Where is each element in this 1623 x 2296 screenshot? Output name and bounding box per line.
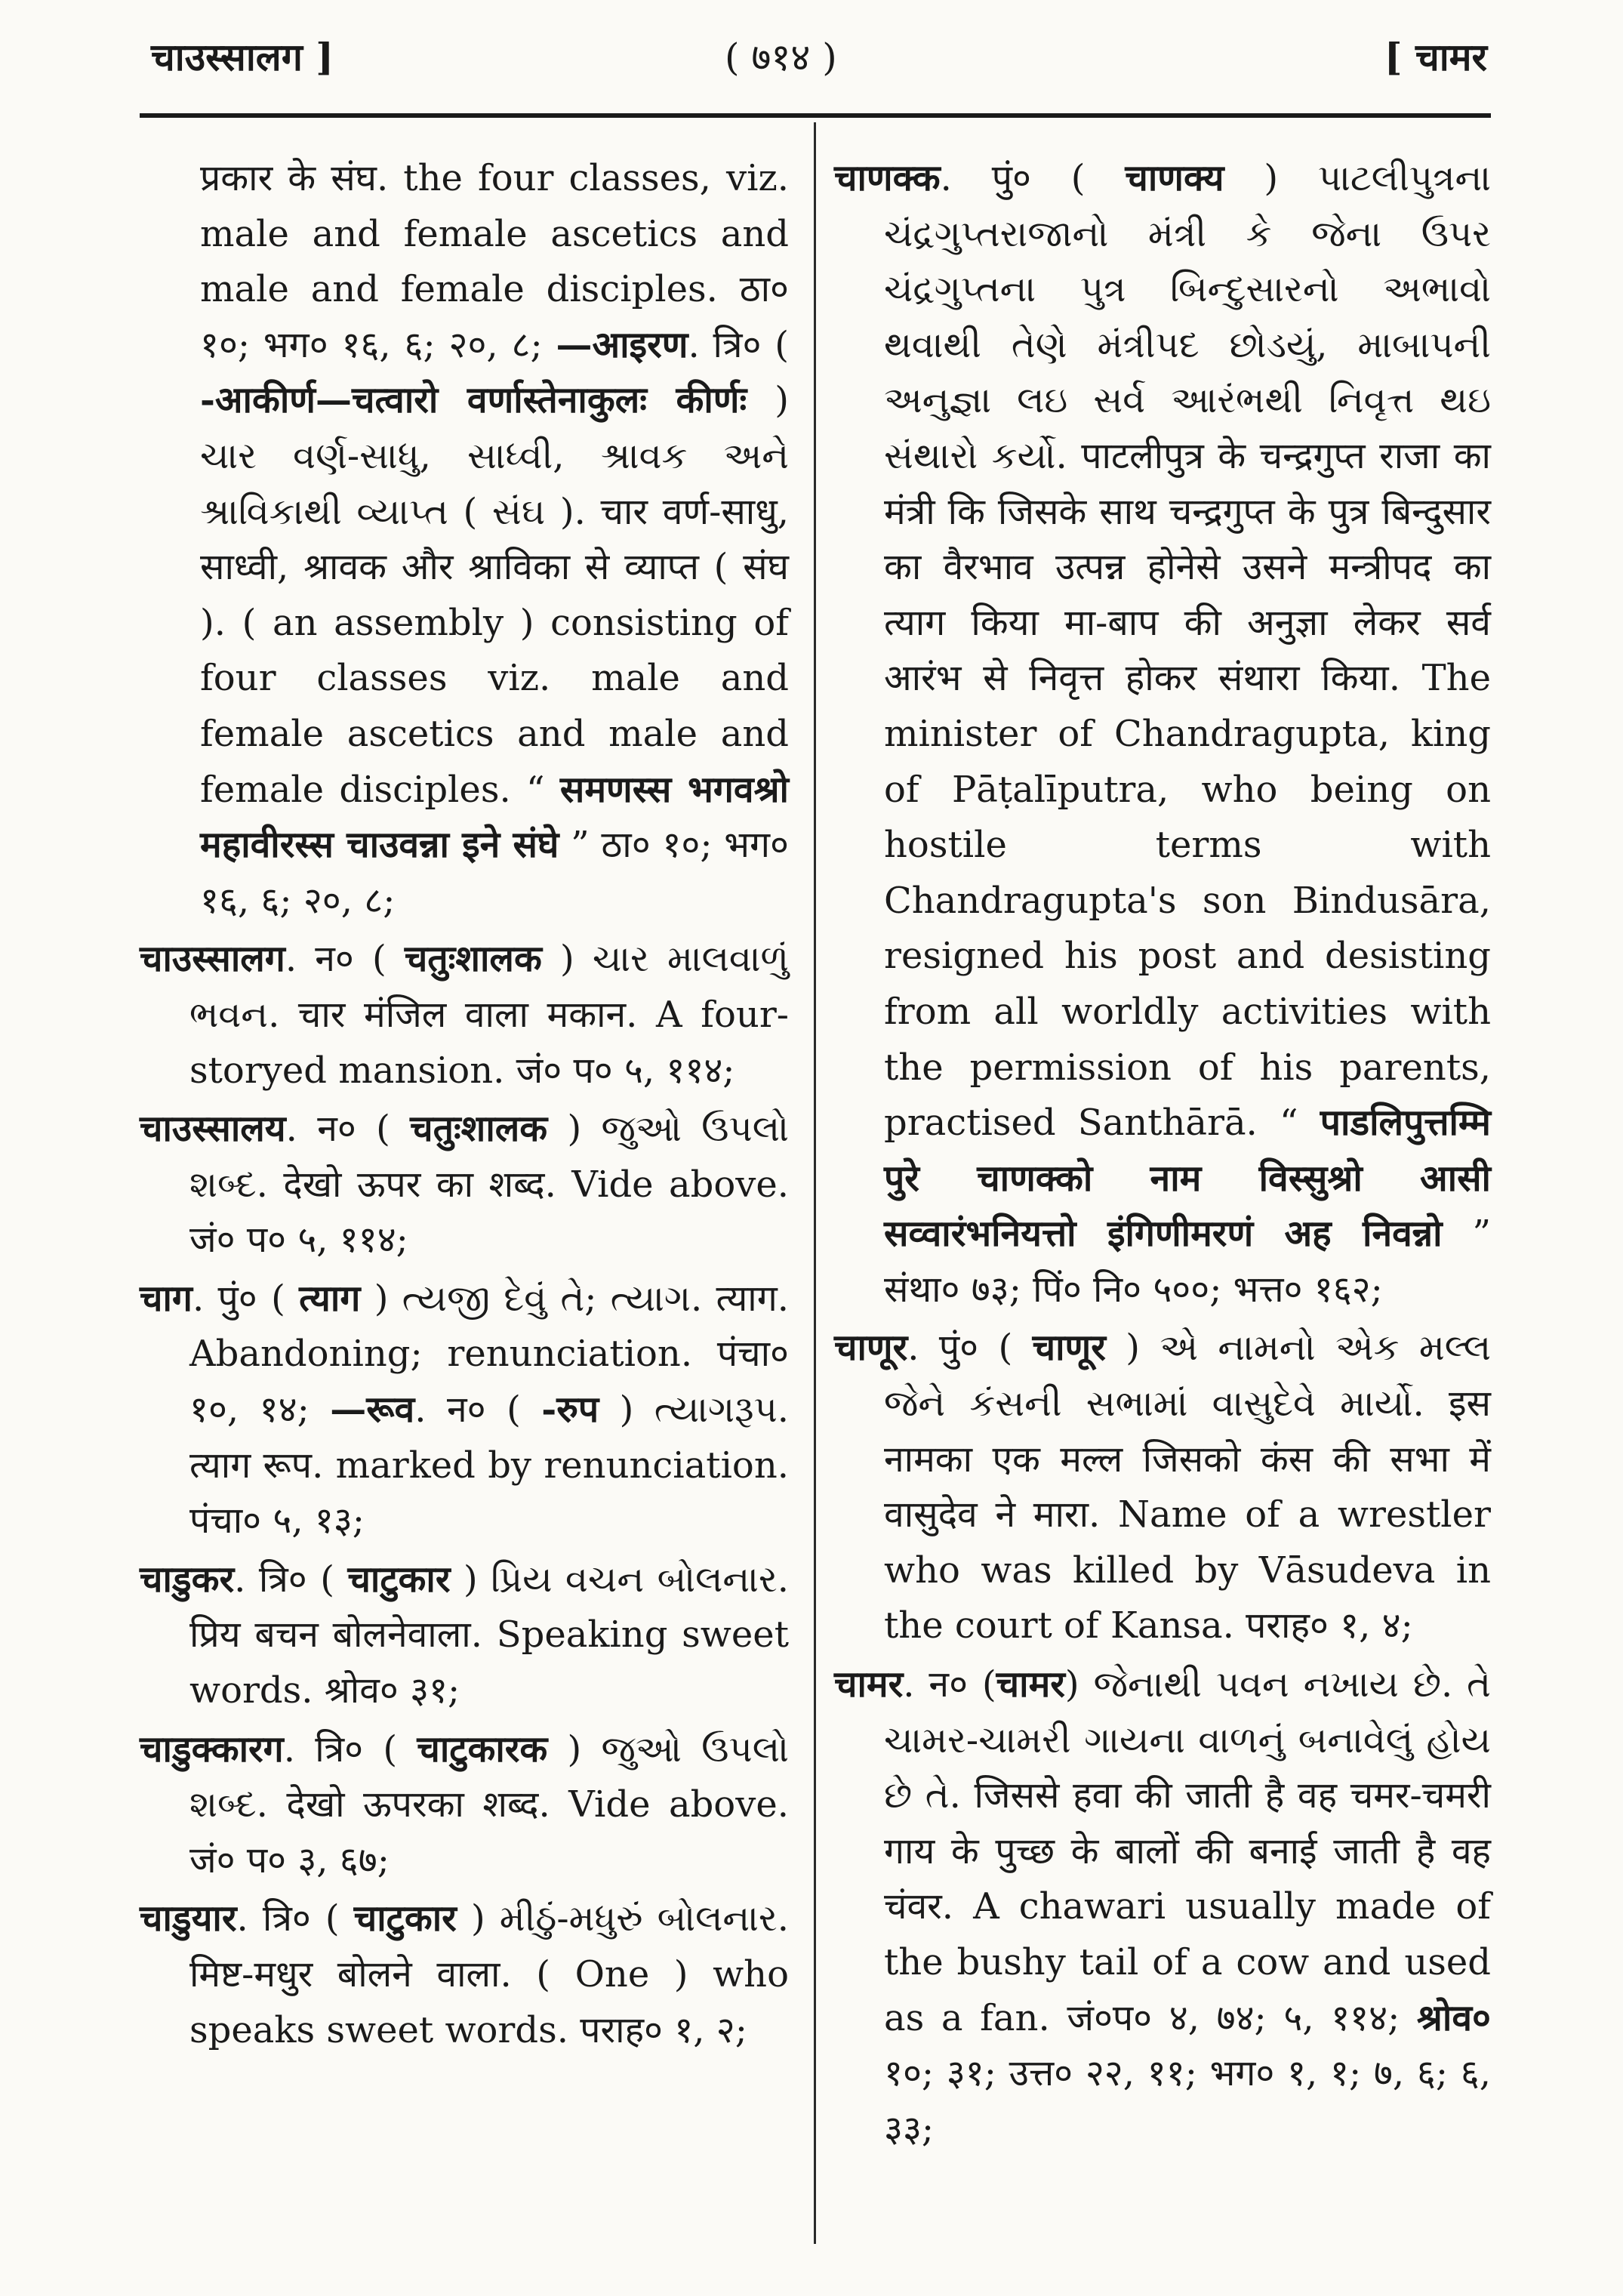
definition-text: ) પ્રિય વચન બોલનાર. प्रिय बचन बोलनेवाला. Speaking sweet words. श्रोव० ३१; [189, 1558, 789, 1712]
definition-text: ) જેનાથી પવન નખાય છે. તે ચામર-ચામરી ગાયના વાળનું બનાવેલું હોય છે તે. जिससे हवा की जाती है वह चमर-चमरी गाय के पुच्छ के बालों की बनाई जाती है वह चंवर. A chawari usually made of the bushy tail of a cow and used as a fan. जं०प० ४, ७४; ५, ११४; [884, 1663, 1491, 2039]
bold-term: चाणूर [1032, 1327, 1106, 1370]
definition-text: . पुं० ( [192, 1277, 300, 1320]
bold-term: चतुःशालक [410, 1108, 548, 1151]
headword: चाडुयार [140, 1897, 237, 1940]
header-page-number: ( ७१४ ) [725, 35, 837, 79]
definition-text: ) જુઓ ઉપલો શબ્દ. देखो ऊपर का शब्द. Vide above. जं० प० ५, ११४; [189, 1108, 789, 1262]
definition-text: . न० ( [903, 1663, 996, 1706]
headword: चाउस्सालय [140, 1108, 286, 1151]
left-column [140, 151, 789, 2061]
definition-text: ) ચાર માલવાળું ભવન. चार मंजिल वाला मकान. A four-storyed mansion. जं० प० ५, ११४; [189, 938, 789, 1092]
definition-text: . त्रि० ( [236, 1897, 354, 1940]
right-column [834, 151, 1491, 2160]
definition-text: . त्रि० ( [688, 323, 789, 366]
bold-term: -आकीर्ण—चत्वारो वर्णास्तेनाकुलः कीर्णः [200, 379, 747, 422]
definition-text: . त्रि० ( [283, 1727, 417, 1771]
header-left-guideword: चाउस्सालग ] [151, 35, 334, 79]
bold-term: श्रोव० [1416, 1996, 1491, 2039]
headword: चाउस्सालग [140, 938, 285, 981]
bold-term: चतुःशालक [404, 938, 542, 981]
entry-continuation [140, 151, 789, 929]
bold-term: चाटुकारक [417, 1727, 548, 1771]
header-rule [140, 113, 1491, 118]
bold-term: समणस्स भगवश्रो महावीरस्स चाउवन्ना इने संघे [200, 768, 789, 867]
definition-text: प्रकार के संघ. the four classes, viz. male and female ascetics and male and female disciples. ठा० १०; भग० १६, ६; २०, ८; [200, 157, 789, 366]
definition-text: ) એ નામનો એક મલ્લ જેને કંસની સભામાં વાસુદેવે માર્યો. इस नामका एक मल्ल जिसको कंस की सभा में वासुदेव ने मारा. Name of a wrestler who was killed by Vāsudeva in the court of Kansa. पराह० १, ४; [884, 1327, 1491, 1647]
definition-text: . न० ( [285, 938, 405, 981]
headword: चामर [834, 1663, 904, 1706]
definition-text: ) ત્યજી દેવું તે; ત્યાગ. त्याग. Abandoning; renunciation. पंचा० १०, १४; [189, 1277, 790, 1432]
definition-text: १०; ३१; उत्त० २२, ११; भग० १, १; ७, ६; ६, ३३; [884, 2052, 1491, 2150]
bold-term: -रुप [541, 1388, 599, 1432]
dictionary-entry [834, 151, 1491, 1318]
definition-text: ) ત્યાગરૂપ. त्याग रूप. marked by renunciation. पंचा० ५, १३; [189, 1388, 789, 1542]
definition-text: ) મીઠું-મધુરું બોલનાર. मिष्ट-मधुर बोलने वाला. ( One ) who speaks sweet words. पराह० १, २; [189, 1897, 789, 2051]
dictionary-entry [140, 1271, 789, 1549]
definition-text: . पुं० ( [940, 157, 1126, 199]
definition-text: ” संथा० ७३; पिं० नि० ५००; भत्त० १६२; [884, 1213, 1491, 1311]
bold-term: चाटुकार [353, 1897, 457, 1940]
dictionary-entry [140, 932, 789, 1099]
dictionary-entry [140, 1722, 789, 1889]
dictionary-entry [140, 1552, 789, 1719]
headword: चाडुकर [140, 1558, 235, 1601]
definition-text: ) ચાર વર્ણ-સાધુ, સાધ્વી, શ્રાવક અને શ્રાવિકાથી વ્યાપ્ત ( સંઘ ). चार वर्ण-साधु, साध्वी, श्रावक और श्राविका से व्याप्त ( संघ ). ( an assembly ) consisting of four classes viz. male and female ascetics and male and female disciples. “ [200, 379, 790, 811]
column-divider [814, 122, 816, 2244]
headword: चाडुक्कारग [140, 1727, 284, 1771]
bold-term: —आइरण [556, 323, 688, 366]
bold-term: चाणक्य [1125, 157, 1224, 199]
bold-term: त्याग [299, 1277, 361, 1320]
bold-term: चाटुकार [347, 1558, 451, 1601]
bold-term: चामर [996, 1663, 1065, 1706]
definition-text: ) પાટલીપુત્રના ચંદ્રગુપ્તરાજાનો મંત્રી કે જેના ઉપર ચંદ્રગુપ્તના પુત્ર બિન્દુસારનો અભાવો થવાથી તેણે મંત્રીપદ છોડયું, માબાપની અનુજ્ઞા લઇ સર્વ આરંભથી નિવૃત્ત થઇ સંથારો કર્યો. पाटलीपुत्र के चन्द्रगुप्त राजा का मंत्री कि जिसके साथ चन्द्रगुप्त के पुत्र बिन्दुसार का वैरभाव उत्पन्न होनेसे उसने मन्त्रीपद का त्याग किया मा-बाप की अनुज्ञा लेकर सर्व आरंभ से निवृत्त होकर संथारा किया. The minister of Chandragupta, king of Pāṭalīputra, who being on hostile terms with Chandragupta's son Bindusāra, resigned his post and desisting from all worldly activities with the permission of his parents, practised Santhārā. “ [884, 157, 1491, 1145]
definition-text: . पुं० ( [907, 1327, 1033, 1370]
definition-text: . न० ( [285, 1108, 411, 1151]
headword: चाग [140, 1277, 192, 1320]
dictionary-entry [834, 1657, 1491, 2157]
definition-text: ” ठा० १०; भग० १६, ६; २०, ८; [200, 824, 789, 922]
dictionary-entry [834, 1321, 1491, 1654]
dictionary-entry [140, 1891, 789, 2058]
headword: चाणक्क [834, 157, 941, 199]
definition-text: . न० ( [414, 1388, 542, 1432]
definition-text: ) જુઓ ઉપલો શબ્દ. देखो ऊपरका शब्द. Vide above. जं० प० ३, ६७; [189, 1727, 789, 1881]
dictionary-entry [140, 1102, 789, 1268]
bold-term: पाडलिपुत्तम्मि पुरे चाणक्को नाम विस्सुश्रो आसी सव्वारंभनियत्तो इंगिणीमरणं अह निवन्नो [884, 1102, 1491, 1256]
header-right-guideword: [ चामर [1384, 35, 1487, 79]
definition-text: . त्रि० ( [234, 1558, 348, 1601]
bold-term: —रूव [330, 1388, 415, 1432]
headword: चाणूर [834, 1327, 908, 1370]
